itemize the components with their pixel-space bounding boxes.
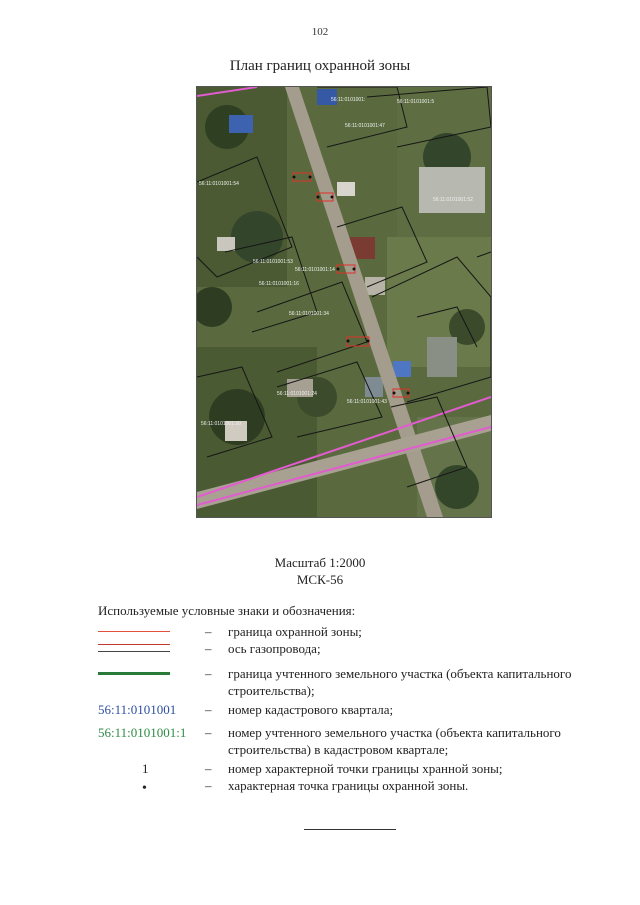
- gas-axis-underline: [98, 651, 170, 652]
- legend-text: характерная точка границы охранной зоны.: [228, 778, 469, 793]
- map-label: 56:11:0101001:52: [433, 197, 473, 203]
- scale-block: [0, 554, 640, 588]
- legend-dash: –: [205, 778, 212, 793]
- map-label: 56:11:0101001:43: [347, 399, 387, 405]
- legend-dash: –: [205, 725, 212, 740]
- legend-dash: –: [205, 624, 212, 639]
- map-label: 56:11:0101001:47: [345, 123, 385, 129]
- legend-text: номер кадастрового квартала;: [228, 702, 394, 717]
- map-label: 56:11:0101001:14: [295, 267, 335, 273]
- scale-ratio: Масштаб 1:2000: [274, 555, 366, 570]
- legend-dash: –: [205, 666, 212, 681]
- map-label: 56:11:0101001:20: [201, 421, 241, 427]
- map-label: 56:11:0101001:53: [253, 259, 293, 265]
- legend-text: ось газопровода;: [228, 641, 321, 656]
- page-number: 102: [311, 26, 329, 38]
- map-label: 56:11:0101001:: [331, 97, 366, 103]
- map-label: 56:11:0101001:16: [259, 281, 299, 287]
- legend-text: номер характерной точки границы хранной зоны;: [228, 761, 503, 776]
- legend-text: граница охранной зоны;: [228, 624, 362, 639]
- page-title: План границ охранной зоны: [229, 58, 411, 74]
- quarter-number-sample: 56:11:0101001: [98, 702, 177, 717]
- zone-boundary-symbol: [98, 631, 170, 632]
- legend-text: номер учтенного земельного участка (объекта капитального строительства) в кадастровом квартале;: [228, 725, 561, 757]
- map-drawing: [197, 87, 491, 517]
- legend-dash: –: [205, 761, 212, 776]
- map-label: 56:11:0101001:34: [289, 311, 329, 317]
- legend-dash: –: [205, 702, 212, 717]
- map-label: 56:11:0101001:5: [397, 99, 435, 105]
- parcel-number-sample: 56:11:0101001:1: [98, 725, 187, 740]
- legend-title: Используемые условные знаки и обозначения:: [98, 603, 356, 618]
- map-label: 56:11:0101001:24: [277, 391, 317, 397]
- point-number-sample: 1: [142, 761, 149, 776]
- map-label: 56:11:0101001:54: [199, 181, 239, 187]
- signature-line: [304, 829, 396, 830]
- parcel-boundary-symbol: [98, 672, 170, 675]
- gas-axis-symbol: [98, 644, 170, 645]
- legend-dash: –: [205, 641, 212, 656]
- legend-text: граница учтенного земельного участка (объекта капитального строительства);: [228, 666, 572, 698]
- point-dot-icon: •: [142, 781, 147, 796]
- satellite-map: [196, 86, 492, 518]
- coordinate-system: МСК-56: [296, 572, 344, 587]
